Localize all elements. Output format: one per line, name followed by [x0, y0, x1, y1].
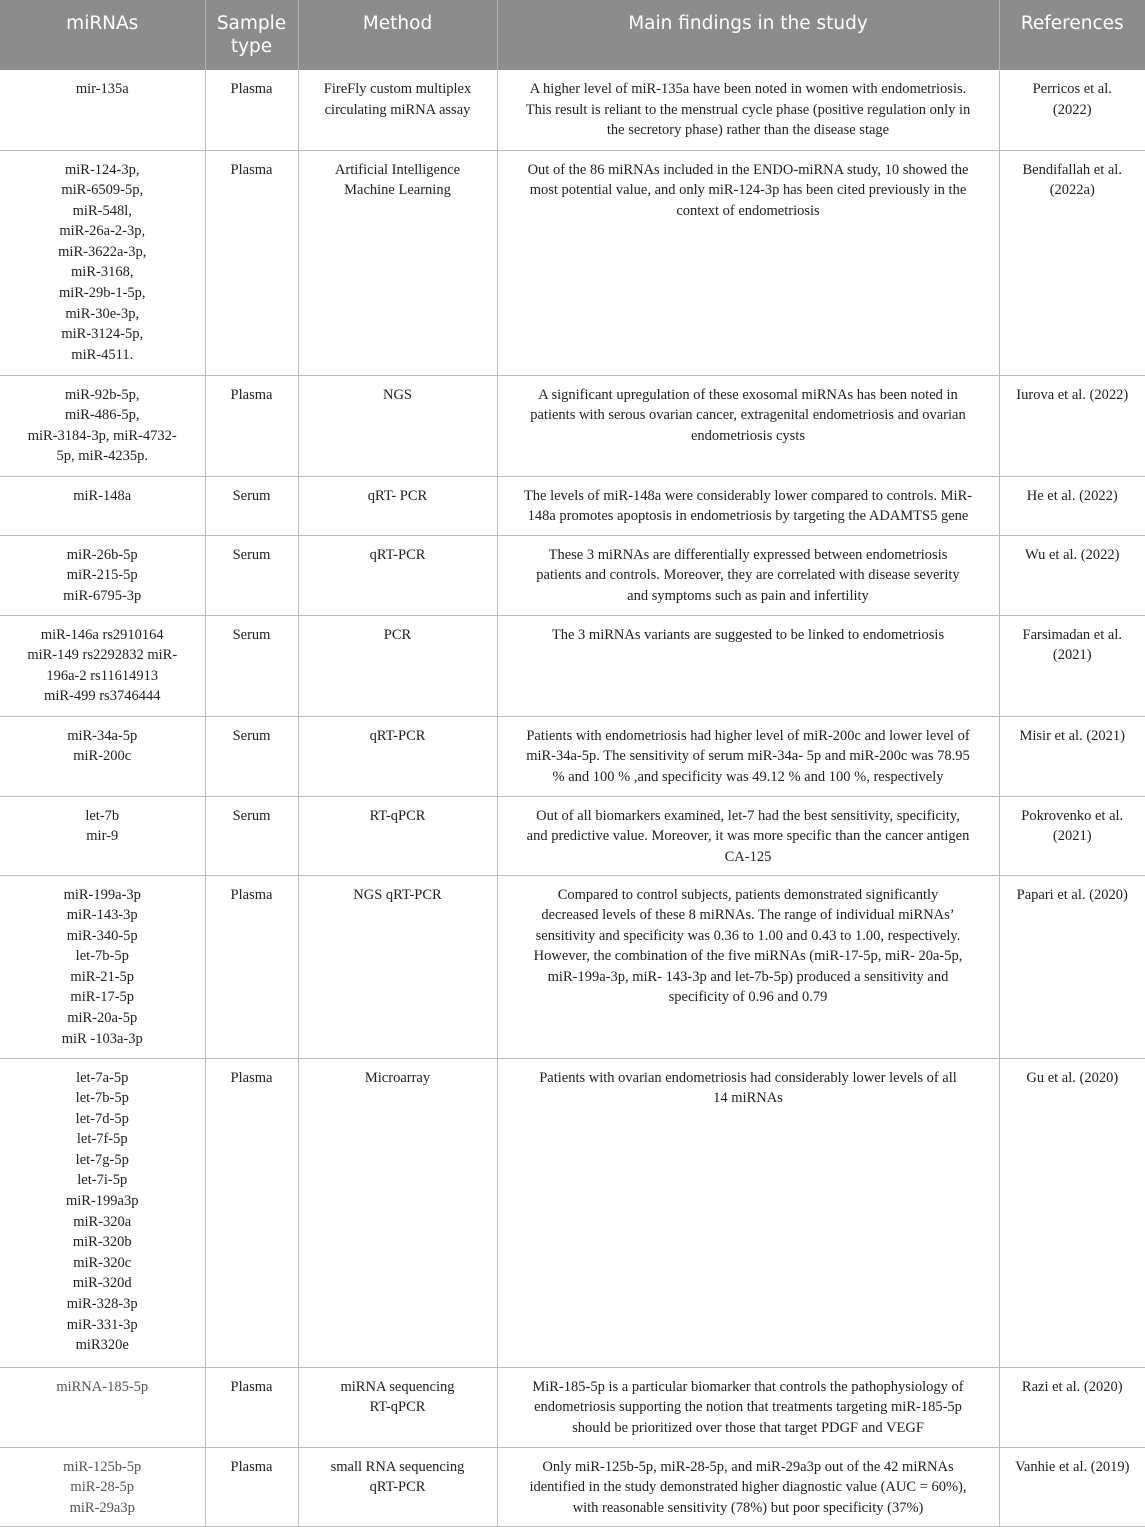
cell-reference: Vanhie et al. (2019) — [999, 1447, 1145, 1526]
cell-mirnas: miR-34a-5p miR-200c — [0, 716, 205, 796]
cell-method: qRT-PCR — [298, 535, 497, 615]
cell-mirnas: miR-199a-3p miR-143-3p miR-340-5p let-7b-5p miR-21-5p miR-17-5p miR-20a-5p miR -103a-3p — [0, 875, 205, 1058]
cell-sample-type: Serum — [205, 796, 298, 875]
cell-sample-type: Plasma — [205, 1447, 298, 1526]
cell-reference: Gu et al. (2020) — [999, 1058, 1145, 1367]
cell-reference: Perricos et al. (2022) — [999, 70, 1145, 150]
cell-sample-type: Serum — [205, 476, 298, 535]
cell-findings: Patients with endometriosis had higher level of miR-200c and lower level of miR-34a-5p. The sensitivity of serum miR-34a- 5p and miR-200c was 78.95 % and 100 % ,and specificity was 49.12 % and 100 %, respectively — [497, 716, 999, 796]
table-row — [0, 796, 1145, 875]
cell-findings: A higher level of miR-135a have been noted in women with endometriosis. This result is reliant to the menstrual cycle phase (positive regulation only in the secretory phase) rather than the disease stage — [497, 70, 999, 150]
cell-reference: Farsimadan et al. (2021) — [999, 615, 1145, 716]
cell-method: FireFly custom multiplex circulating miRNA assay — [298, 70, 497, 150]
table-row — [0, 1447, 1145, 1526]
table-row — [0, 1058, 1145, 1367]
cell-mirnas: miR-146a rs2910164 miR-149 rs2292832 miR- 196a-2 rs11614913 miR-499 rs3746444 — [0, 615, 205, 716]
cell-sample-type: Serum — [205, 535, 298, 615]
cell-findings: Patients with ovarian endometriosis had considerably lower levels of all 14 miRNAs — [497, 1058, 999, 1367]
cell-mirnas: miR-26b-5p miR-215-5p miR-6795-3p — [0, 535, 205, 615]
cell-mirnas: miR-124-3p, miR-6509-5p, miR-548l, miR-26a-2-3p, miR-3622a-3p, miR-3168, miR-29b-1-5p, miR-30e-3p, miR-3124-5p, miR-4511. — [0, 150, 205, 375]
cell-reference: Razi et al. (2020) — [999, 1367, 1145, 1447]
table-row — [0, 1367, 1145, 1447]
cell-findings: MiR-185-5p is a particular biomarker that controls the pathophysiology of endometriosis supporting the notion that treatments targeting miR-185-5p should be prioritized over those that target PDGF and VEGF — [497, 1367, 999, 1447]
header-method: Method — [298, 0, 497, 70]
cell-mirnas: miRNA-185-5p — [0, 1367, 205, 1447]
header-main-findings: Main findings in the study — [497, 0, 999, 70]
cell-mirnas: let-7b mir-9 — [0, 796, 205, 875]
header-references: References — [999, 0, 1145, 70]
cell-findings: Out of the 86 miRNAs included in the ENDO-miRNA study, 10 showed the most potential value, and only miR-124-3p has been cited previously in the context of endometriosis — [497, 150, 999, 375]
cell-method: miRNA sequencing RT-qPCR — [298, 1367, 497, 1447]
cell-findings: The 3 miRNAs variants are suggested to be linked to endometriosis — [497, 615, 999, 716]
cell-findings: The levels of miR-148a were considerably lower compared to controls. MiR- 148a promotes apoptosis in endometriosis by targeting the ADAMTS5 gene — [497, 476, 999, 535]
cell-findings: Compared to control subjects, patients demonstrated significantly decreased levels of these 8 miRNAs. The range of individual miRNAs’ sensitivity and specificity was 0.36 to 1.00 and 0.43 to 1.00, respectively. However, the combination of the five miRNAs (miR-17-5p, miR- 20a-5p, miR-199a-3p, miR- 143-3p and let-7b-5p) produced a sensitivity and specificity of 0.96 and 0.79 — [497, 875, 999, 1058]
cell-reference: Pokrovenko et al. (2021) — [999, 796, 1145, 875]
cell-method: RT-qPCR — [298, 796, 497, 875]
cell-mirnas: let-7a-5p let-7b-5p let-7d-5p let-7f-5p let-7g-5p let-7i-5p miR-199a3p miR-320a miR-320b miR-320c miR-320d miR-328-3p miR-331-3p miR320e — [0, 1058, 205, 1367]
cell-method: small RNA sequencing qRT-PCR — [298, 1447, 497, 1526]
cell-reference: Papari et al. (2020) — [999, 875, 1145, 1058]
cell-reference: Bendifallah et al. (2022a) — [999, 150, 1145, 375]
cell-mirnas: miR-92b-5p, miR-486-5p, miR-3184-3p, miR-4732- 5p, miR-4235p. — [0, 375, 205, 476]
cell-reference: Misir et al. (2021) — [999, 716, 1145, 796]
table-row — [0, 476, 1145, 535]
cell-sample-type: Serum — [205, 615, 298, 716]
cell-sample-type: Plasma — [205, 1367, 298, 1447]
cell-findings: Only miR-125b-5p, miR-28-5p, and miR-29a3p out of the 42 miRNAs identified in the study demonstrated higher diagnostic value (AUC = 60%), with reasonable sensitivity (78%) but poor specificity (37%) — [497, 1447, 999, 1526]
cell-sample-type: Plasma — [205, 875, 298, 1058]
cell-sample-type: Serum — [205, 716, 298, 796]
cell-method: Microarray — [298, 1058, 497, 1367]
cell-sample-type: Plasma — [205, 1058, 298, 1367]
header-sample-type: Sample type — [205, 0, 298, 70]
cell-mirnas: mir-135a — [0, 70, 205, 150]
header-row — [0, 0, 1145, 70]
table-row — [0, 375, 1145, 476]
cell-reference: He et al. (2022) — [999, 476, 1145, 535]
cell-method: NGS qRT-PCR — [298, 875, 497, 1058]
cell-sample-type: Plasma — [205, 150, 298, 375]
cell-mirnas: miR-148a — [0, 476, 205, 535]
cell-findings: These 3 miRNAs are differentially expressed between endometriosis patients and controls. Moreover, they are correlated with disease severity and symptoms such as pain and infertility — [497, 535, 999, 615]
table-row — [0, 875, 1145, 1058]
cell-method: qRT- PCR — [298, 476, 497, 535]
table-row — [0, 716, 1145, 796]
cell-reference: Wu et al. (2022) — [999, 535, 1145, 615]
cell-findings: Out of all biomarkers examined, let-7 had the best sensitivity, specificity, and predictive value. Moreover, it was more specific than the cancer antigen CA-125 — [497, 796, 999, 875]
cell-sample-type: Plasma — [205, 375, 298, 476]
cell-method: Artificial Intelligence Machine Learning — [298, 150, 497, 375]
cell-reference: Iurova et al. (2022) — [999, 375, 1145, 476]
cell-findings: A significant upregulation of these exosomal miRNAs has been noted in patients with serous ovarian cancer, extragenital endometriosis and ovarian endometriosis cysts — [497, 375, 999, 476]
table-row — [0, 535, 1145, 615]
header-mirnas: miRNAs — [0, 0, 205, 70]
cell-sample-type: Plasma — [205, 70, 298, 150]
cell-method: qRT-PCR — [298, 716, 497, 796]
cell-method: PCR — [298, 615, 497, 716]
cell-method: NGS — [298, 375, 497, 476]
table-row — [0, 150, 1145, 375]
table-row — [0, 615, 1145, 716]
table-row — [0, 70, 1145, 150]
cell-mirnas: miR-125b-5p miR-28-5p miR-29a3p — [0, 1447, 205, 1526]
